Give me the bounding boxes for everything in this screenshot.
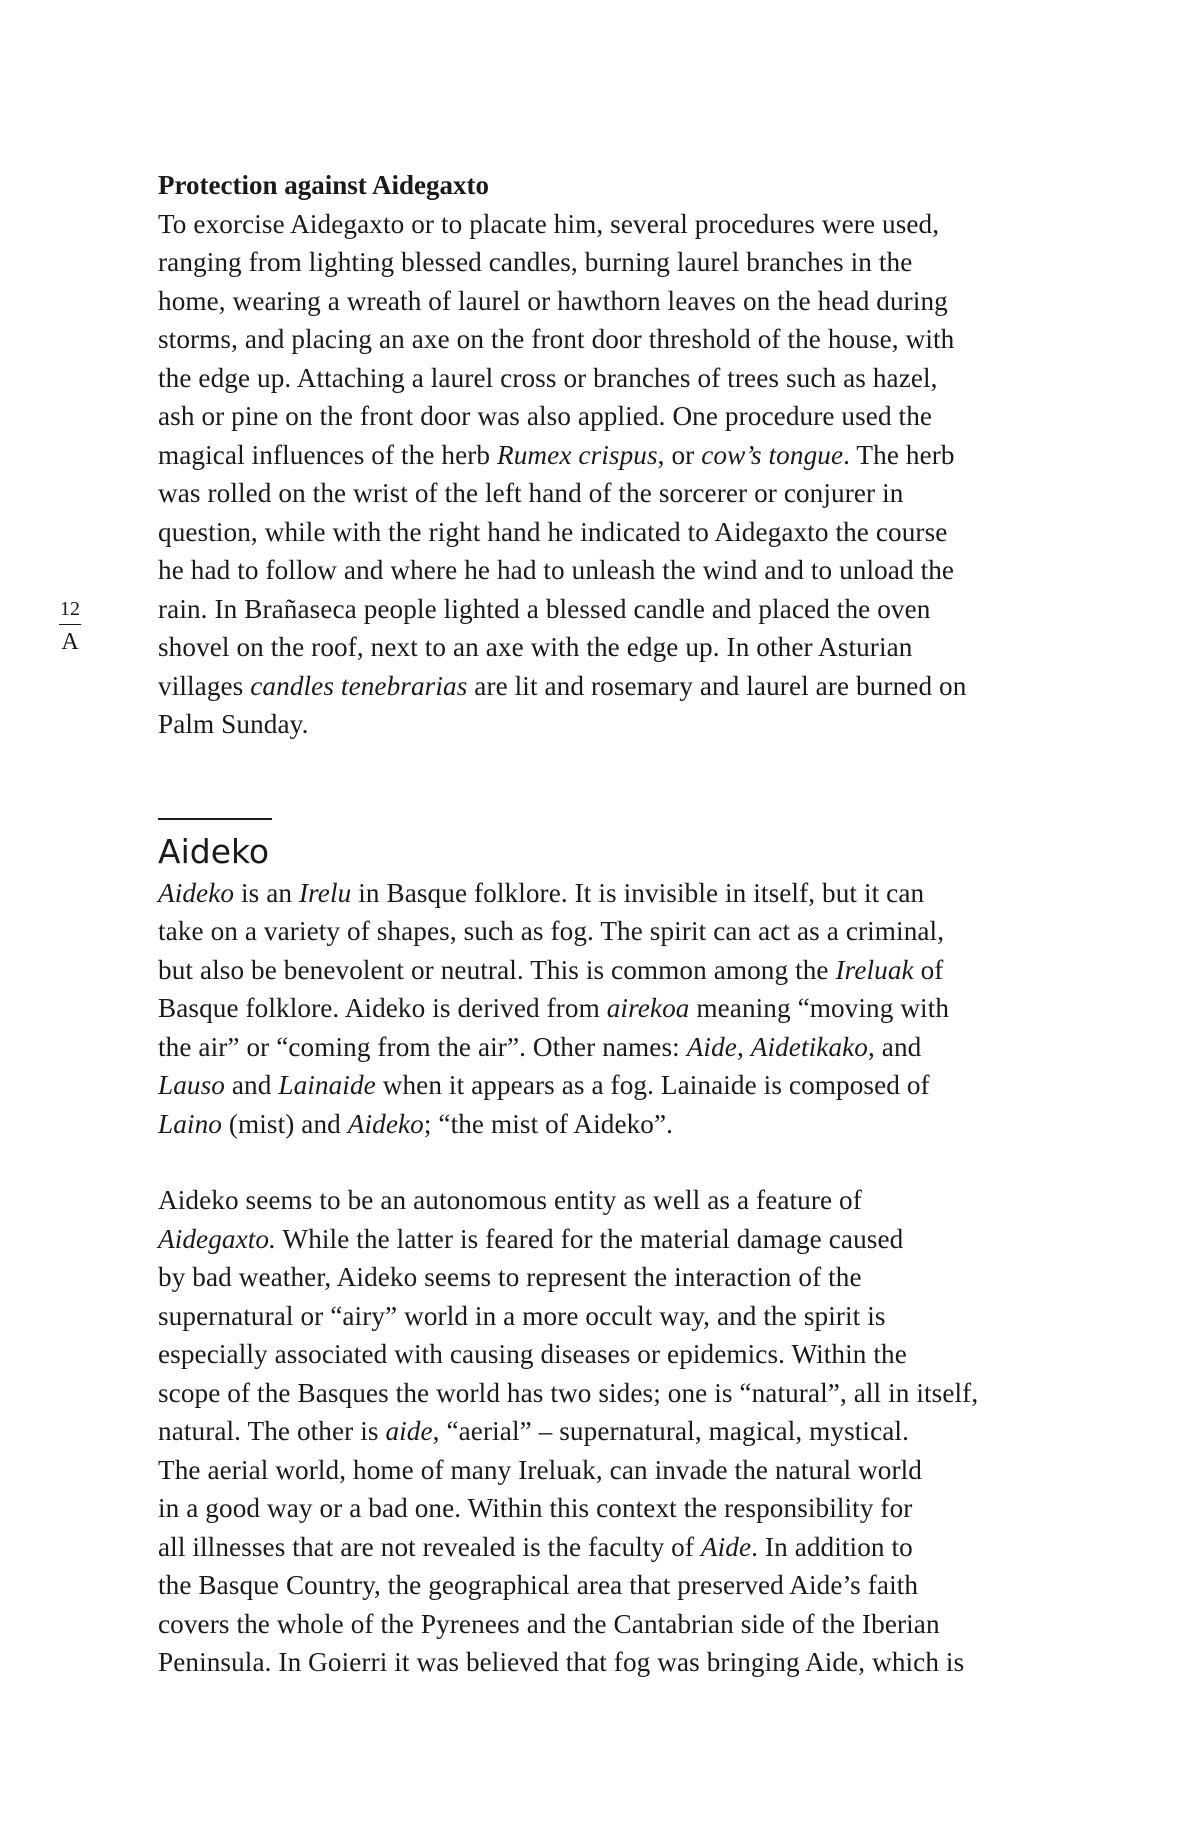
italic-term: Irelu [298,877,352,908]
text-line: was rolled on the wrist of the left hand of the sorcerer or conjurer in [158,478,904,508]
text-run: , [736,1031,751,1062]
text-run: , and [868,1031,922,1062]
text-line: take on a variety of shapes, such as fog. The spirit can act as a criminal, [158,916,945,946]
marker-rule [59,624,81,625]
italic-term: aide [385,1416,433,1446]
text-run: the air” or “coming from the air”. Other names: [158,1031,687,1062]
text-line [158,989,1058,1028]
italic-term: Aide [700,1531,752,1562]
italic-term: Aideko [347,1108,424,1139]
text-line: the Basque Country, the geographical area that preserved Aide’s faith [158,1570,919,1600]
italic-term: Ireluak [835,954,914,985]
text-line: ranging from lighting blessed candles, burning laurel branches in the [158,247,913,277]
margin-marker [56,598,84,655]
text-run: is an [234,877,299,908]
text-line: question, while with the right hand he indicated to Aidegaxto the course [158,516,948,547]
section-letter: A [61,629,79,655]
text-run: meaning “moving with [689,993,950,1023]
text-run: . The herb [843,439,955,470]
text-run: , or [657,439,702,470]
text-line: in a good way or a bad one. Within this context the responsibility for [158,1493,913,1523]
page-number: 12 [60,598,80,620]
text-line: To exorcise Aidegaxto or to placate him, several procedures were used, [158,208,940,239]
italic-term: Laino [158,1108,222,1139]
text-run: . In addition to [751,1531,913,1562]
text-line [158,1028,1058,1067]
text-run: magical influences of the herb [158,439,498,470]
italic-term: airekoa [606,993,690,1023]
section-subheading: Protection against Aidegaxto [158,170,489,200]
italic-term: Aide [686,1031,737,1062]
text-line: the edge up. Attaching a laurel cross or branches of trees such as hazel, [158,362,938,393]
text-line: scope of the Basques the world has two sides; one is “natural”, all in itself, [158,1377,979,1408]
entry-divider [158,818,272,820]
text-run: and [224,1070,279,1100]
text-line [158,1066,1058,1105]
text-line: especially associated with causing diseases or epidemics. Within the [158,1339,907,1369]
text-run: in Basque folklore. It is invisible in itself, but it can [351,877,925,908]
text-run: are lit and rosemary and laurel are burned on [467,670,967,701]
text-line [158,951,1058,990]
text-line [158,1412,1058,1451]
text-run: but also be benevolent or neutral. This is common among the [158,954,836,985]
text-line: The aerial world, home of many Ireluak, can invade the natural world [158,1454,922,1485]
italic-term: candles tenebrarias [250,670,468,701]
text-run: when it appears as a fog. Lainaide is composed of [375,1070,930,1100]
section-paragraph [158,205,1058,744]
text-run: of [913,954,944,985]
text-line [158,1105,1058,1144]
text-line [158,436,1058,475]
text-line: covers the whole of the Pyrenees and the Cantabrian side of the Iberian [158,1608,940,1639]
text-line: by bad weather, Aideko seems to represent the interaction of the [158,1262,862,1292]
text-run: ; “the mist of Aideko”. [423,1108,674,1139]
italic-term: Rumex crispus [497,439,658,470]
text-run: natural. The other is [158,1416,386,1446]
entry-paragraph [158,1181,1058,1682]
text-line [158,1220,1058,1259]
text-run: villages [158,670,251,701]
entry-paragraph [158,874,1058,1144]
italic-term: Lainaide [278,1070,376,1100]
text-line: home, wearing a wreath of laurel or hawthorn leaves on the head during [158,285,948,316]
text-line [158,667,1058,706]
text-run: (mist) and [221,1108,348,1139]
italic-term: cow’s tongue [701,439,844,470]
text-line: he had to follow and where he had to unleash the wind and to unload the [158,555,955,585]
italic-term: Aidetikako [750,1031,869,1062]
text-line [158,1528,1058,1567]
italic-term: Aidegaxto. [158,1223,277,1254]
text-run: While the latter is feared for the material damage caused [276,1223,904,1254]
entry-title: Aideko [158,831,270,871]
italic-term: Lauso [158,1070,225,1100]
text-column [158,166,1058,1682]
text-line [158,874,1058,913]
text-line: supernatural or “airy” world in a more occult way, and the spirit is [158,1300,886,1331]
text-line: storms, and placing an axe on the front door threshold of the house, with [158,324,955,354]
text-line: Aideko seems to be an autonomous entity as well as a feature of [158,1185,862,1215]
text-line: shovel on the roof, next to an axe with the edge up. In other Asturian [158,632,913,662]
text-run: , “aerial” – supernatural, magical, mystical. [432,1416,909,1446]
text-run: Basque folklore. Aideko is derived from [158,993,607,1023]
text-run: all illnesses that are not revealed is the faculty of [158,1531,701,1562]
text-line: ash or pine on the front door was also applied. One procedure used the [158,401,933,431]
italic-term: Aideko [158,877,235,908]
text-line: Peninsula. In Goierri it was believed that fog was bringing Aide, which is [158,1647,965,1677]
text-line: rain. In Brañaseca people lighted a blessed candle and placed the oven [158,593,931,624]
text-line: Palm Sunday. [158,709,309,739]
